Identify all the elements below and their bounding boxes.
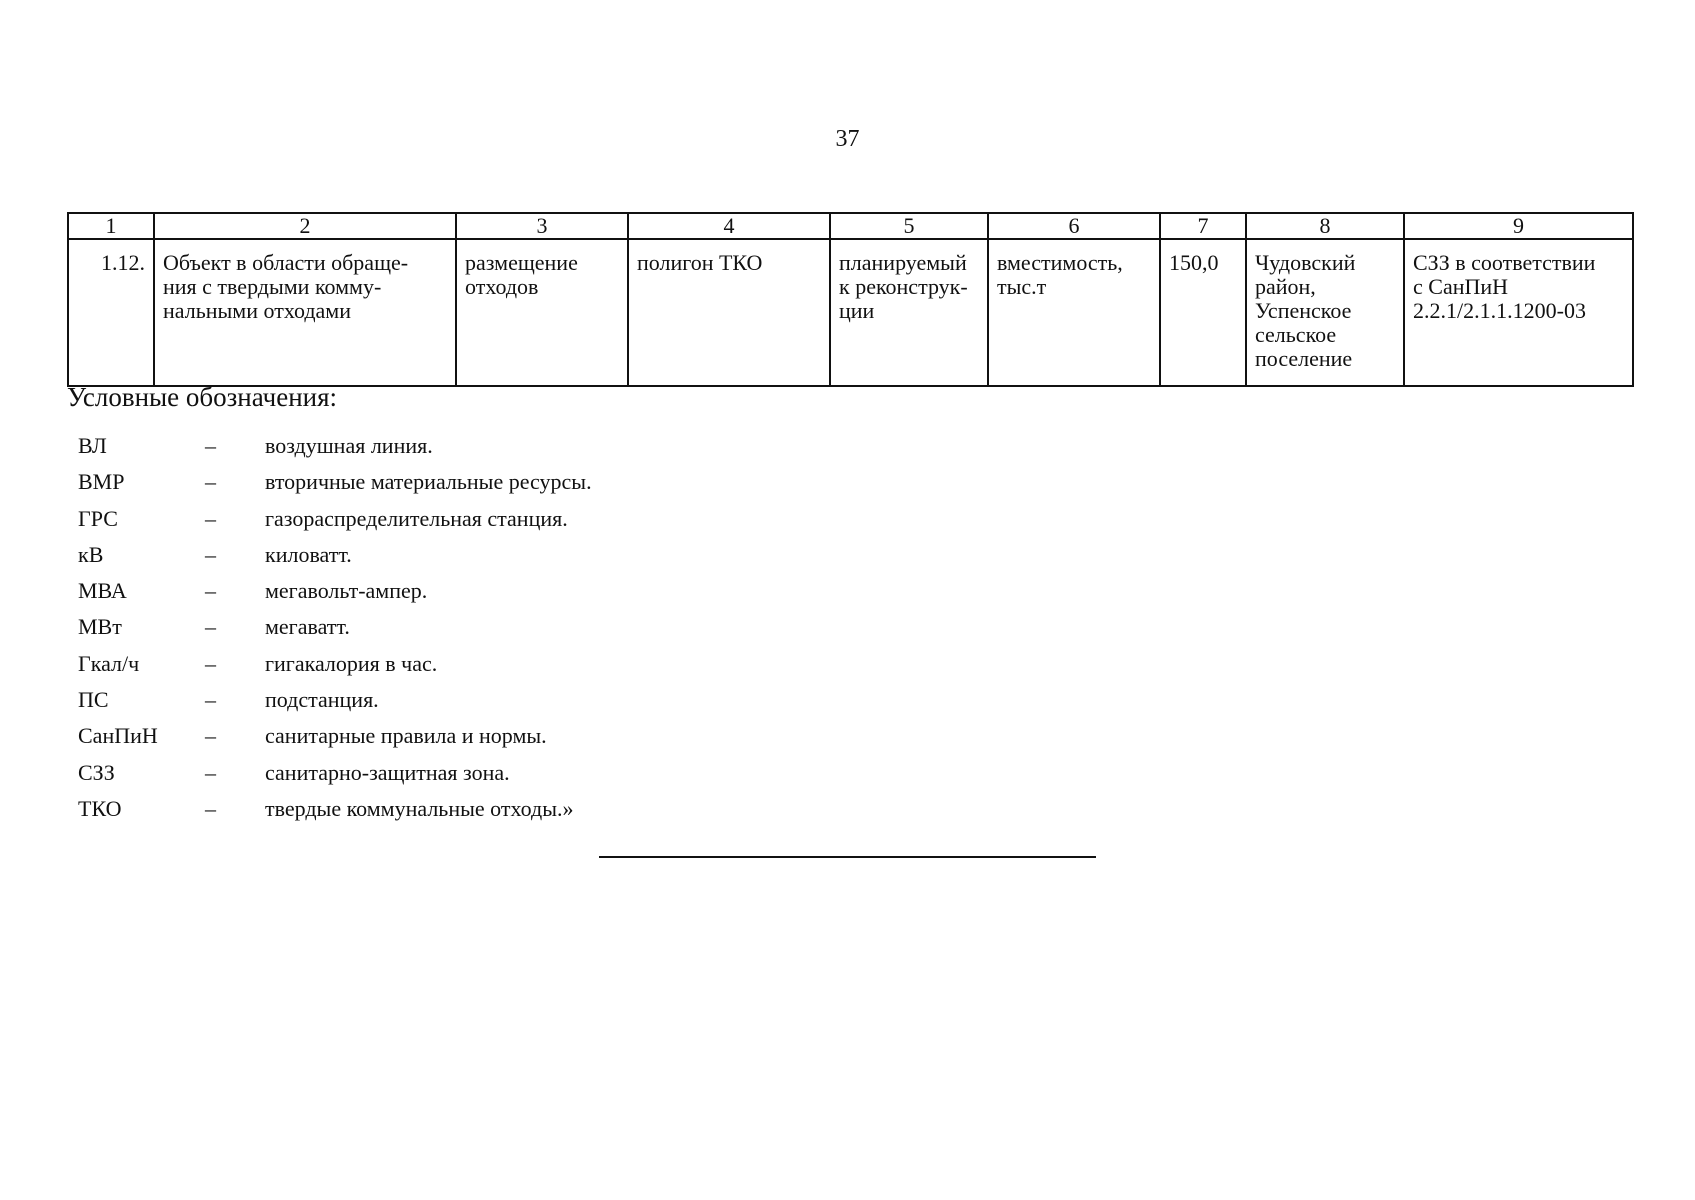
end-divider-line — [599, 856, 1096, 858]
cell-line: 2.2.1/2.1.1.1200-03 — [1413, 298, 1586, 323]
column-number-3: 3 — [456, 213, 628, 239]
cell-line: Объект в области обраще- — [163, 250, 409, 275]
legend-dash: – — [205, 541, 216, 567]
column-number-9: 9 — [1404, 213, 1633, 239]
legend-title: Условные обозначения: — [67, 382, 338, 412]
legend-dash: – — [205, 614, 216, 640]
cell-line: ния с твердыми комму- — [163, 274, 382, 299]
legend-definition: твердые коммунальные отходы.» — [265, 795, 574, 821]
cell-line: поселение — [1255, 346, 1353, 371]
legend-dash: – — [205, 469, 216, 495]
cell-line: полигон ТКО — [637, 250, 763, 275]
column-number-6: 6 — [988, 213, 1160, 239]
cell-line: тыс.т — [997, 274, 1047, 299]
legend-dash: – — [205, 723, 216, 749]
page-number: 37 — [835, 126, 860, 152]
cell-line: Успенское — [1255, 298, 1352, 323]
legend-definition: воздушная линия. — [265, 433, 433, 458]
column-number-7: 7 — [1160, 213, 1246, 239]
object-name-cell — [154, 239, 456, 386]
cell-line: ции — [839, 298, 875, 323]
legend-dash: – — [205, 505, 216, 531]
cell-line: СЗЗ в соответствии — [1413, 250, 1596, 275]
legend-definition: вторичные материальные ресурсы. — [265, 469, 592, 495]
cell-line: район, — [1255, 274, 1316, 299]
legend-dash: – — [205, 578, 216, 604]
cell-line: сельское — [1255, 322, 1337, 347]
legend-dash: – — [205, 795, 216, 821]
legend-definition: санитарные правила и нормы. — [265, 723, 547, 749]
legend-item — [78, 646, 978, 682]
cell-line: планируемый — [839, 250, 967, 275]
row-number: 1.12. — [68, 239, 154, 386]
legend-definition: киловатт. — [265, 541, 352, 567]
purpose-cell — [456, 239, 628, 386]
protection-zone-cell — [1404, 239, 1633, 386]
location-cell — [1246, 239, 1404, 386]
legend-item — [78, 537, 978, 573]
legend-abbreviation: ВЛ — [78, 433, 107, 458]
legend-dash: – — [205, 433, 216, 458]
legend-abbreviation: Гкал/ч — [78, 650, 140, 676]
legend-abbreviation: ТКО — [78, 795, 122, 821]
value-cell: 150,0 — [1160, 239, 1246, 386]
table-header-row — [68, 213, 1633, 239]
legend-dash: – — [205, 650, 216, 676]
legend-item — [78, 718, 978, 754]
legend-item — [78, 573, 978, 609]
legend-definition: мегаватт. — [265, 614, 350, 640]
cell-line: Чудовский — [1255, 250, 1356, 275]
legend-definition: подстанция. — [265, 687, 379, 713]
legend-abbreviation: ВМР — [78, 469, 125, 495]
legend-definition: мегавольт-ампер. — [265, 578, 428, 604]
legend-item — [78, 609, 978, 645]
legend-definition: газораспределительная станция. — [265, 505, 568, 531]
legend-abbreviation: кВ — [78, 541, 104, 567]
legend-item — [78, 791, 978, 827]
object-type-cell — [628, 239, 830, 386]
column-number-4: 4 — [628, 213, 830, 239]
column-number-1: 1 — [68, 213, 154, 239]
column-number-8: 8 — [1246, 213, 1404, 239]
legend-item — [78, 682, 978, 718]
legend-abbreviation: МВт — [78, 614, 122, 640]
cell-line: вместимость, — [997, 250, 1123, 275]
legend-item — [78, 464, 978, 500]
legend-definition: гигакалория в час. — [265, 650, 438, 676]
legend-item — [78, 755, 978, 791]
cell-line: размещение — [465, 250, 578, 275]
legend-abbreviation: СанПиН — [78, 723, 158, 749]
parameter-cell — [988, 239, 1160, 386]
legend-abbreviation: МВА — [78, 578, 127, 604]
objects-table — [67, 212, 1634, 387]
legend-abbreviation: СЗЗ — [78, 759, 115, 785]
column-number-2: 2 — [154, 213, 456, 239]
legend-abbreviation: ПС — [78, 687, 109, 713]
cell-line: нальными отходами — [163, 298, 351, 323]
legend-item — [78, 501, 978, 537]
legend-abbreviation: ГРС — [78, 505, 118, 531]
table-row — [68, 239, 1633, 386]
cell-line: к реконструк- — [839, 274, 968, 299]
status-cell — [830, 239, 988, 386]
legend-item — [78, 428, 978, 464]
cell-line: отходов — [465, 274, 539, 299]
legend-dash: – — [205, 759, 216, 785]
legend-dash: – — [205, 687, 216, 713]
legend-definition: санитарно-защитная зона. — [265, 759, 510, 785]
column-number-5: 5 — [830, 213, 988, 239]
legend-list — [78, 428, 978, 827]
cell-line: с СанПиН — [1413, 274, 1509, 299]
